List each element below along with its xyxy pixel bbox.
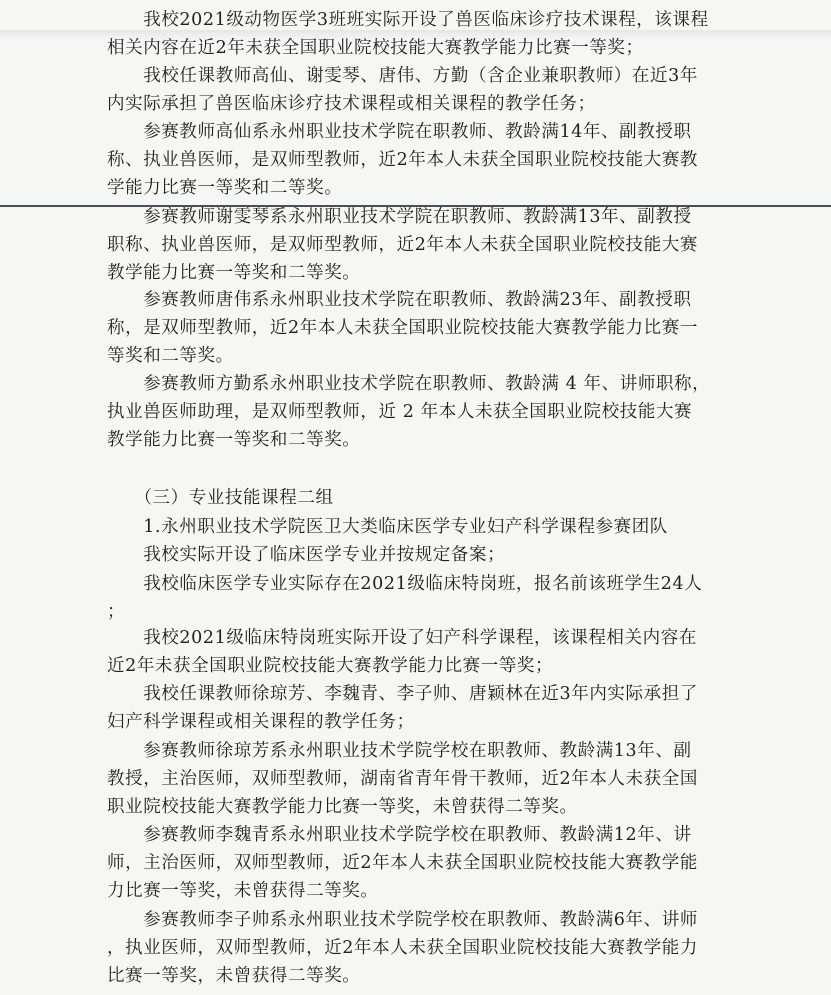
paragraph: 我校任课教师高仙、谢雯琴、唐伟、方勤（含企业兼职教师）在近3年 内实际承担了兽医临床诊疗技术课程或相关课程的教学任务； xyxy=(107,66,698,114)
paragraph: 参赛教师方勤系永州职业技术学院在职教师、教龄满 4 年、讲师职称， 执业兽医师助理，是双师型教师，近 2 年本人未获全国职业院校技能大赛 教学能力比赛一等奖和二等奖。 xyxy=(107,374,711,450)
paragraph: 我校任课教师徐琼芳、李魏青、李子帅、唐颖林在近3年内实际承担了 妇产科学课程或相关课程的教学任务； xyxy=(107,684,698,732)
paragraph: 参赛教师唐伟系永州职业技术学院在职教师、教龄满23年、副教授职 称，是双师型教师，近2年本人未获全国职业院校技能大赛教学能力比赛一 等奖和二等奖。 xyxy=(107,290,698,366)
paragraph: 我校实际开设了临床医学专业并按规定备案； xyxy=(107,545,506,565)
paragraph: 我校临床医学专业实际存在2021级临床特岗班，报名前该班学生24人 ； xyxy=(107,574,703,622)
section-heading: （三）专业技能课程二组 xyxy=(107,488,334,508)
paragraph: 我校2021级临床特岗班实际开设了妇产科学课程，该课程相关内容在 近2年未获全国职业院校技能大赛教学能力比赛一等奖； xyxy=(107,628,697,676)
subsection-heading: 1.永州职业技术学院医卫大类临床医学专业妇产科学课程参赛团队 xyxy=(107,517,668,537)
paragraph: 参赛教师高仙系永州职业技术学院在职教师、教龄满14年、副教授职 称、执业兽医师，是双师型教师，近2年本人未获全国职业院校技能大赛教 学能力比赛一等奖和二等奖。 xyxy=(107,122,698,198)
paragraph: 我校2021级动物医学3班班实际开设了兽医临床诊疗技术课程，该课程 相关内容在近2年未获全国职业院校技能大赛教学能力比赛一等奖； xyxy=(107,10,709,58)
paragraph: 参赛教师徐琼芳系永州职业技术学院学校在职教师、教龄满13年、副 教授，主治医师，双师型教师，湖南省青年骨干教师，近2年本人未获全国 职业院校技能大赛教学能力比赛一等奖，未曾获得二等奖。 xyxy=(107,741,698,817)
paragraph: 参赛教师谢雯琴系永州职业技术学院在职教师、教龄满13年、副教授 职称、执业兽医师，是双师型教师，近2年本人未获全国职业院校技能大赛 教学能力比赛一等奖和二等奖。 xyxy=(107,207,698,283)
paragraph: 参赛教师李子帅系永州职业技术学院学校在职教师、教龄满6年、讲师 ，执业医师，双师型教师，近2年本人未获全国职业院校技能大赛教学能力 比赛一等奖，未曾获得二等奖。 xyxy=(107,910,698,986)
paragraph: 参赛教师李魏青系永州职业技术学院学校在职教师、教龄满12年、讲 师，主治医师，双师型教师，近2年本人未获全国职业院校技能大赛教学能 力比赛一等奖，未曾获得二等奖。 xyxy=(107,825,698,901)
